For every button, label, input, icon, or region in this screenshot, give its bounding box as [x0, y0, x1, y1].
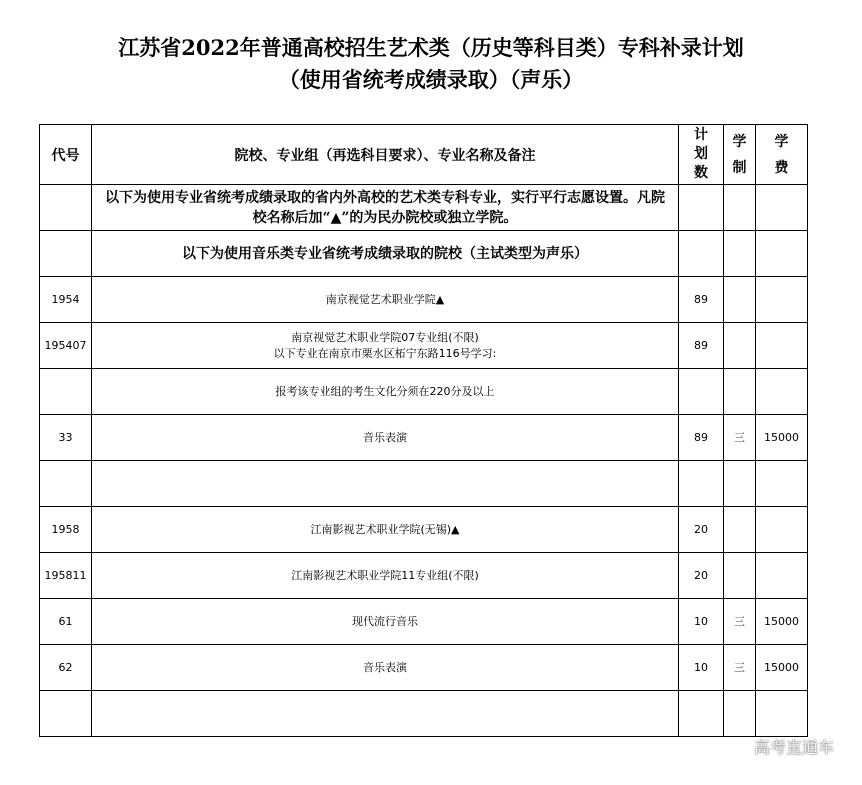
cell-length: 三 [724, 415, 756, 461]
cell-name-line: 音乐表演 [363, 430, 407, 444]
cell-fee [756, 691, 808, 737]
cell-name-line: 江南影视艺术职业学院(无锡)▲ [310, 522, 460, 536]
table-row [40, 323, 808, 369]
cell-name [92, 415, 679, 461]
table-header-row [40, 125, 808, 185]
cell-fee [756, 507, 808, 553]
header-code: 代号 [40, 125, 92, 185]
table-row [40, 553, 808, 599]
cell-name [92, 323, 679, 369]
cell-code [40, 691, 92, 737]
page-title: 江苏省2022年普通高校招生艺术类（历史等科目类）专科补录计划 [118, 35, 744, 60]
cell-code: 195407 [40, 323, 92, 369]
cell-plan-count [679, 369, 724, 415]
cell-fee: 15000 [756, 599, 808, 645]
cell-plan-count: 20 [679, 507, 724, 553]
cell-length [724, 507, 756, 553]
cell-name-line: 以下专业在南京市栗水区柘宁东路116号学习: [273, 346, 497, 360]
page-subtitle: （使用省统考成绩录取）（声乐） [278, 67, 584, 92]
note-row [40, 185, 808, 231]
cell-length: 三 [724, 645, 756, 691]
cell-name-line: 江南影视艺术职业学院11专业组(不限) [291, 568, 479, 582]
table-row [40, 415, 808, 461]
cell-length [724, 369, 756, 415]
cell-code: 61 [40, 599, 92, 645]
table-row [40, 277, 808, 323]
cell-name [92, 645, 679, 691]
cell-plan-count [679, 461, 724, 507]
note-text: 以下为使用专业省统考成绩录取的省内外高校的艺术类专科专业，实行平行志愿设置。凡院校名称后加“▲”的为民办院校或独立学院。 [92, 185, 679, 231]
cell-code [40, 461, 92, 507]
cell-length [724, 277, 756, 323]
header-length: 学 制 [724, 125, 756, 185]
cell-code: 33 [40, 415, 92, 461]
cell-name [92, 369, 679, 415]
cell-name [92, 277, 679, 323]
cell-fee [756, 369, 808, 415]
cell-plan-count [679, 691, 724, 737]
cell-code [40, 369, 92, 415]
cell-fee: 15000 [756, 645, 808, 691]
cell-name-line: 音乐表演 [363, 660, 407, 674]
table-row [40, 691, 808, 737]
cell-name [92, 599, 679, 645]
cell-code: 62 [40, 645, 92, 691]
cell-length [724, 461, 756, 507]
cell-name [92, 507, 679, 553]
header-plan-count: 计 划 数 [679, 125, 724, 185]
cell-name [92, 553, 679, 599]
enrollment-plan-table [39, 124, 808, 737]
table-body [40, 277, 808, 737]
cell-code: 195811 [40, 553, 92, 599]
cell-length [724, 553, 756, 599]
cell-fee [756, 323, 808, 369]
cell-fee: 15000 [756, 415, 808, 461]
cell-code: 1958 [40, 507, 92, 553]
cell-plan-count: 20 [679, 553, 724, 599]
cell-code: 1954 [40, 277, 92, 323]
table-row [40, 645, 808, 691]
cell-plan-count: 10 [679, 599, 724, 645]
cell-name-line: 南京视觉艺术职业学院07专业组(不限) [291, 330, 479, 344]
table-row [40, 369, 808, 415]
note-text: 以下为使用音乐类专业省统考成绩录取的院校（主试类型为声乐） [92, 231, 679, 277]
cell-length: 三 [724, 599, 756, 645]
cell-length [724, 691, 756, 737]
table-row [40, 599, 808, 645]
cell-fee [756, 277, 808, 323]
header-fee: 学 费 [756, 125, 808, 185]
cell-fee [756, 553, 808, 599]
table-row [40, 461, 808, 507]
cell-name-line: 报考该专业组的考生文化分须在220分及以上 [275, 384, 495, 398]
cell-length [724, 323, 756, 369]
table-row [40, 507, 808, 553]
cell-plan-count: 10 [679, 645, 724, 691]
cell-fee [756, 461, 808, 507]
cell-name [92, 461, 679, 507]
watermark: 高考直通车 [753, 738, 834, 757]
cell-plan-count: 89 [679, 415, 724, 461]
cell-name [92, 691, 679, 737]
cell-plan-count: 89 [679, 277, 724, 323]
cell-name-line: 现代流行音乐 [352, 614, 418, 628]
cell-name-line: 南京视觉艺术职业学院▲ [325, 292, 445, 306]
header-name: 院校、专业组（再选科目要求）、专业名称及备注 [92, 125, 679, 185]
note-row [40, 231, 808, 277]
cell-plan-count: 89 [679, 323, 724, 369]
